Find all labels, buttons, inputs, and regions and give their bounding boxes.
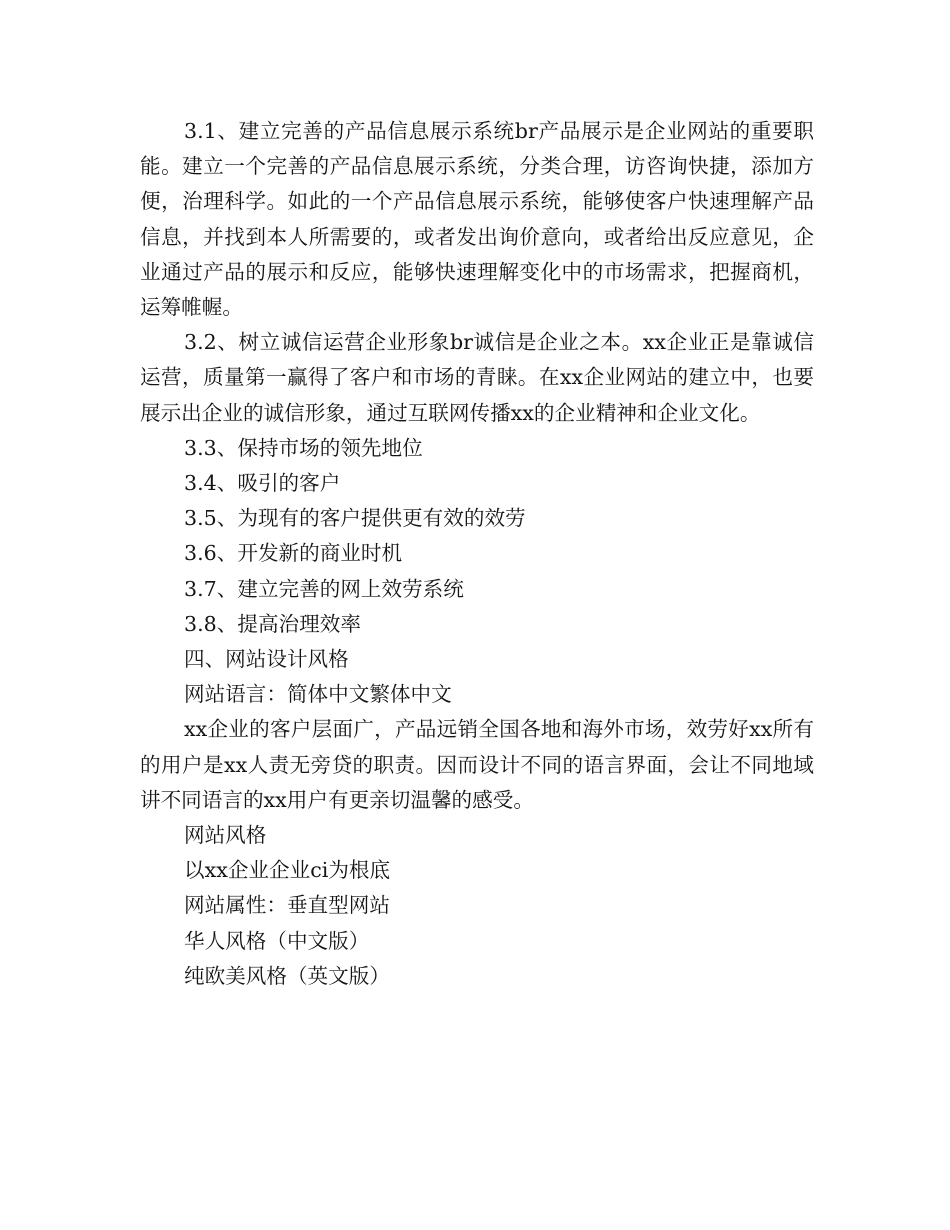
website-attribute-line: 网站属性：垂直型网站 bbox=[184, 893, 390, 918]
document-page bbox=[140, 114, 814, 994]
section-heading-design-style: 四、网站设计风格 bbox=[184, 647, 349, 672]
list-item-3-4: 3.4、吸引的客户 bbox=[184, 471, 341, 496]
paragraph-3-2: 3.2、树立诚信运营企业形象br诚信是企业之本。xx企业正是靠诚信运营，质量第一赢得了客户和市场的青睐。在xx企业网站的建立中，也要展示出企业的诚信形象，通过互联网传播xx的企业精神和企业文化。 bbox=[140, 330, 814, 425]
website-language-line: 网站语言：简体中文繁体中文 bbox=[184, 682, 452, 707]
list-item-3-3: 3.3、保持市场的领先地位 bbox=[184, 435, 423, 460]
website-style-heading: 网站风格 bbox=[184, 823, 267, 848]
paragraph-3-1: 3.1、建立完善的产品信息展示系统br产品展示是企业网站的重要职能。建立一个完善的产品信息展示系统，分类合理，访咨询快捷，添加方便，治理科学。如此的一个产品信息展示系统，能够使客户快速理解产品信息，并找到本人所需要的，或者发出询价意向，或者给出反应意见，企业通过产品的展示和反应，能够快速理解变化中的市场需求，把握商机，运筹帷幄。 bbox=[140, 119, 814, 320]
list-item-3-8: 3.8、提高治理效率 bbox=[184, 611, 361, 636]
list-item-3-6: 3.6、开发新的商业时机 bbox=[184, 541, 403, 566]
chinese-style-line: 华人风格（中文版） bbox=[184, 928, 370, 953]
western-style-line: 纯欧美风格（英文版） bbox=[184, 963, 390, 988]
paragraph-language-rationale: xx企业的客户层面广，产品远销全国各地和海外市场，效劳好xx所有的用户是xx人责无旁贷的职责。因而设计不同的语言界面，会让不同地域讲不同语言的xx用户有更亲切温馨的感受。 bbox=[140, 717, 814, 812]
list-item-3-5: 3.5、为现有的客户提供更有效的效劳 bbox=[184, 506, 526, 531]
style-basis-line: 以xx企业企业ci为根底 bbox=[184, 858, 391, 883]
list-item-3-7: 3.7、建立完善的网上效劳系统 bbox=[184, 576, 464, 601]
